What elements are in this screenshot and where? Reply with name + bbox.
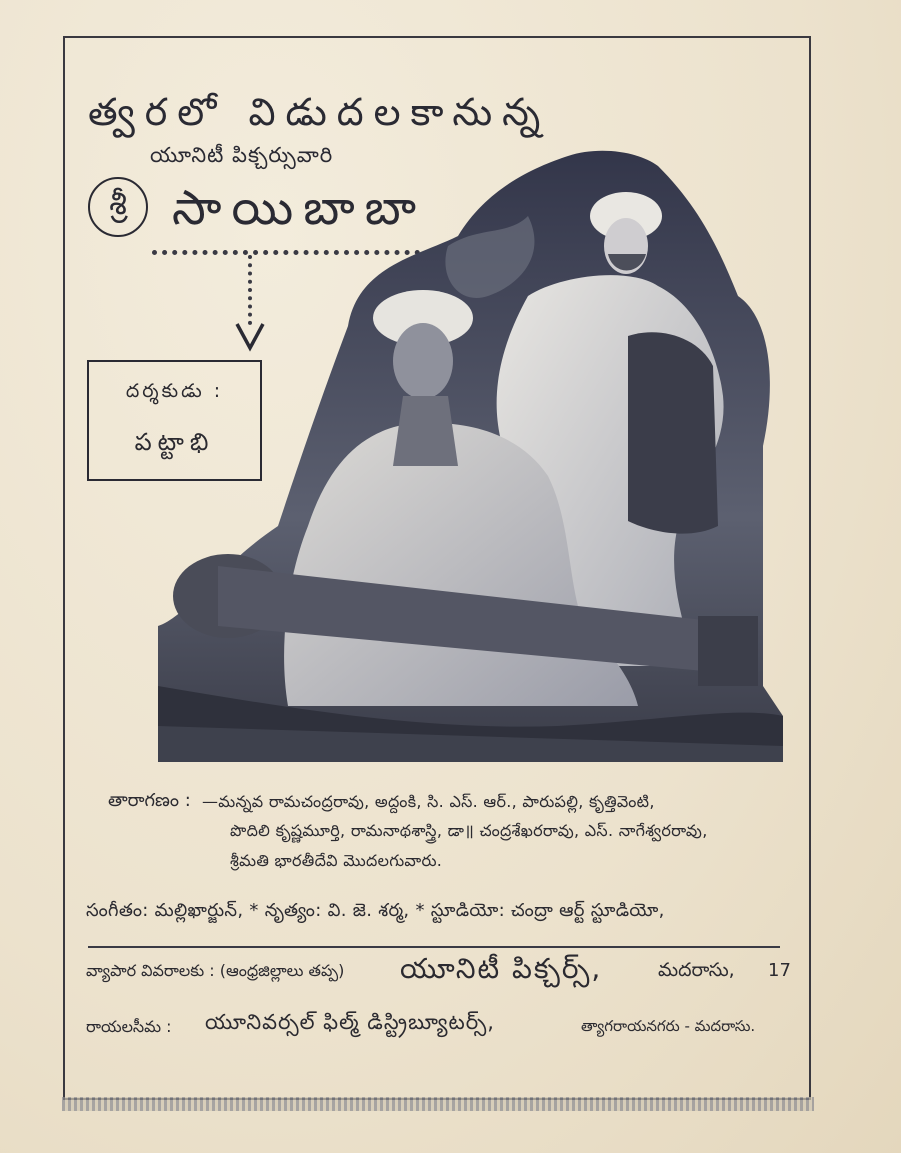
business-label: వ్యాపార వివరాలకు : (ఆంధ్రజిల్లాలు తప్ప)	[86, 961, 345, 980]
director-label: దర్శకుడు :	[125, 380, 224, 402]
producer-line: యూనిటీ పిక్చర్సువారి	[150, 143, 334, 167]
distributor-name: యూనివర్సల్ ఫిల్మ్ డిస్ట్రిబ్యూటర్స్,	[205, 1010, 495, 1034]
film-title: సాయిబాబా	[172, 180, 427, 236]
cast-line-1: —మన్నవ రామచంద్రరావు, అద్దంకి, సి. ఎస్. ఆర్., పారుపల్లి, కృత్తివెంటి,	[202, 792, 655, 811]
sri-glyph: శ్రీ	[109, 184, 127, 222]
rayalaseema-label: రాయలసీమ :	[86, 1017, 172, 1036]
director-name: పట్టాభి	[134, 428, 215, 456]
page-number: 17	[768, 960, 791, 981]
divider-rule	[88, 946, 780, 948]
sri-emblem	[88, 177, 148, 237]
distributor-address: త్యాగరాయనగరు - మదరాసు.	[581, 1017, 756, 1035]
company-name: యూనిటీ పిక్చర్స్,	[400, 952, 603, 985]
film-still-photo	[158, 146, 784, 762]
cast-line-2: పొదిలి కృష్ణమూర్తి, రామనాథశాస్త్రి, డా॥ చంద్రశేఖరరావు, ఎస్. నాగేశ్వరరావు,	[230, 821, 708, 840]
print-edge-band	[62, 1097, 814, 1111]
crew-credits: సంగీతం: మల్లిఖార్జున్, * నృత్యం: వి. జె. శర్మ, * స్టూడియో: చంద్రా ఆర్ట్ స్టూడియో,	[86, 900, 665, 921]
seated-figure-face	[393, 323, 453, 399]
seated-figure-neck	[393, 396, 458, 466]
cast-line-3: శ్రీమతి భారతీదేవి మొదలగువారు.	[230, 851, 443, 870]
release-headline: త్వరలో విడుదలకానున్న	[88, 90, 551, 134]
company-city: మదరాసు,	[658, 959, 735, 981]
cast-label: తారాగణం :	[108, 790, 191, 811]
veena-head	[698, 616, 758, 686]
dark-cloth	[628, 332, 718, 533]
